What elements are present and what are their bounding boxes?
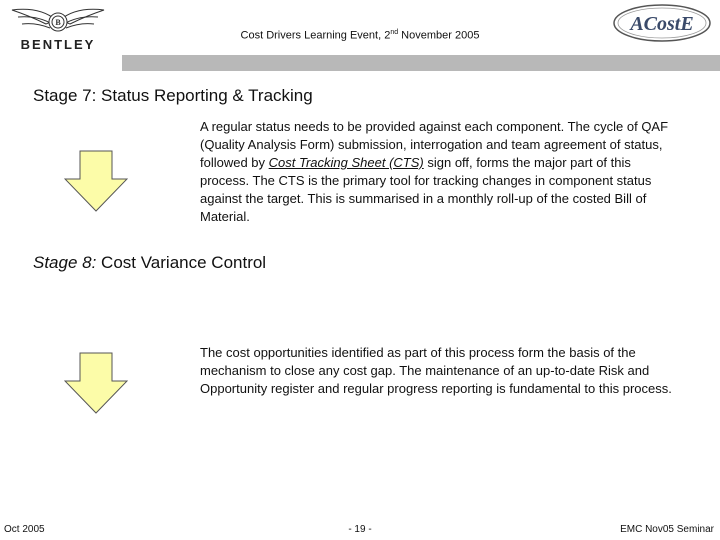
brand-name: BENTLEY bbox=[20, 37, 96, 52]
stage-8-description: The cost opportunities identified as part of this process form the basis of the mechanism to close any cost gap. The maintenance of an up-to-date Risk and Opportunity register and regular progress reporting is fundamental to this process. bbox=[200, 345, 672, 396]
page-number: - 19 - bbox=[348, 524, 372, 535]
footer-date: Oct 2005 bbox=[4, 524, 45, 535]
svg-text:B: B bbox=[55, 18, 61, 27]
stage-7-description: A regular status needs to be provided against each component. The cycle of QAF (Quality Analysis Form) submission, interrogation and team agreement of status, followed by Cost Tracking Sheet (CTS) sign off, forms the major part of this process. The CTS is the primary tool for tracking changes in component status against the target. This is summarised in a monthly roll-up of the costed Bill of Material. bbox=[200, 119, 669, 224]
page-header-title: Cost Drivers Learning Event, 2nd November 2005 bbox=[240, 29, 480, 42]
acoste-logo bbox=[612, 3, 712, 43]
footer-event: EMC Nov05 Seminar bbox=[620, 524, 714, 535]
cts-emphasis: Cost Tracking Sheet (CTS) bbox=[268, 155, 424, 170]
svg-text:ACostE: ACostE bbox=[630, 13, 694, 35]
stage-8-heading: Stage 8: Cost Variance Control bbox=[33, 253, 267, 272]
down-arrow-icon bbox=[64, 150, 128, 212]
stage-7-heading: Stage 7: Status Reporting & Tracking bbox=[33, 86, 313, 105]
header-divider-bar bbox=[122, 55, 720, 71]
down-arrow-icon bbox=[64, 352, 128, 414]
